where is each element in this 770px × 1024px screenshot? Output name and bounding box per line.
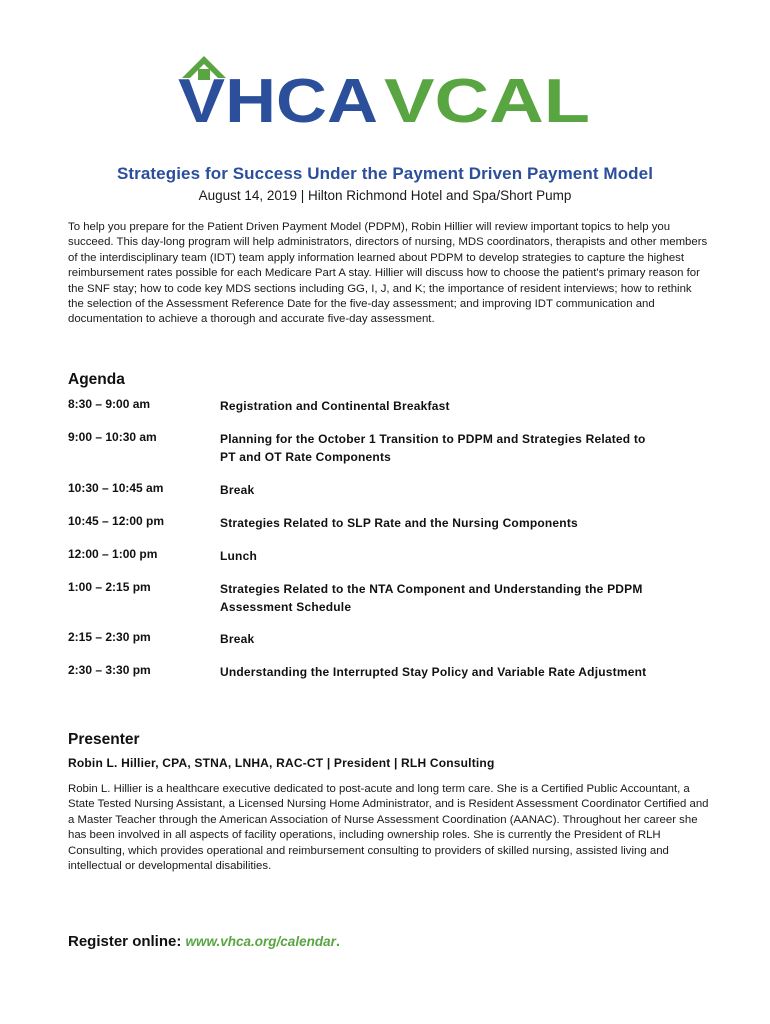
- logo-graphic: [178, 52, 590, 126]
- register-suffix: .: [335, 933, 341, 950]
- register-label: Register online:: [68, 933, 182, 950]
- agenda-time: 9:00 – 10:30 am: [68, 430, 157, 444]
- agenda-heading: Agenda: [68, 371, 125, 388]
- presenter-name: Robin L. Hillier, CPA, STNA, LNHA, RAC-CT | President | RLH Consulting: [68, 756, 495, 770]
- logo-text-vcal: VCAL: [384, 67, 590, 126]
- agenda-time: 10:30 – 10:45 am: [68, 481, 164, 495]
- agenda-time: 10:45 – 12:00 pm: [68, 514, 165, 528]
- agenda-title: Strategies Related to SLP Rate and the Nursing Components: [220, 516, 578, 530]
- vhca-vcal-logo: [178, 52, 590, 126]
- presenter-heading: Presenter: [68, 731, 140, 748]
- agenda-title: Break: [220, 483, 255, 497]
- agenda-time: 8:30 – 9:00 am: [68, 397, 151, 411]
- agenda-title: Understanding the Interrupted Stay Policy and Variable Rate Adjustment: [220, 665, 647, 679]
- agenda-time: 2:15 – 2:30 pm: [68, 630, 151, 644]
- agenda-time: 1:00 – 2:15 pm: [68, 580, 151, 594]
- register-line: [68, 933, 340, 950]
- intro-paragraph: To help you prepare for the Patient Driven Payment Model (PDPM), Robin Hillier will review important topics to help you succeed. This day-long program will help administrators, directors of nursing, MDS coordinators, therapists and other members of the interdisciplinary team (IDT) team apply information learned about PDPM to develop strategies to capture the highest reimbursement rates possible for each Medicare Part A stay. Hillier will discuss how to choose the patient's primary reason for the SNF stay; how to code key MDS sections including GG, I, J, and K; the importance of resident interviews; how to rethink the selection of the Assessment Reference Date for the five-day assessment; and improving IDT communication and documentation to achieve a thorough and accurate five-day assessment.: [68, 221, 708, 326]
- agenda-title: Break: [220, 632, 255, 646]
- logo-text-vhca: VHCA: [178, 67, 378, 126]
- agenda-title: Registration and Continental Breakfast: [220, 399, 450, 413]
- agenda-time: 2:30 – 3:30 pm: [68, 663, 151, 677]
- page-title: Strategies for Success Under the Payment Driven Payment Model: [116, 164, 654, 183]
- register-link[interactable]: www.vhca.org/calendar: [185, 934, 336, 949]
- presenter-bio: Robin L. Hillier is a healthcare executive dedicated to post-acute and long term care. She is a Certified Public Accountant, a State Tested Nursing Assistant, a Licensed Nursing Home Administrator, and is Resident Assessment Coordinator Certified and a Master Teacher through the American Association of Nurse Assessment Coordination (AANAC). Throughout her career she has been involved in all aspects of facility operations, including ownership roles. She is currently the President of RLH Consulting, which provides operational and reimbursement consulting to providers of skilled nursing, assisted living and intellectual or developmental disabilities.: [68, 783, 709, 873]
- agenda-title: Strategies Related to the NTA Component and Understanding the PDPM Assessment Schedule: [220, 582, 643, 614]
- agenda-title: Lunch: [220, 549, 257, 563]
- event-date-location: August 14, 2019 | Hilton Richmond Hotel and Spa/Short Pump: [198, 188, 572, 203]
- agenda-title: Planning for the October 1 Transition to PDPM and Strategies Related to PT and OT Rate Components: [220, 432, 646, 464]
- agenda-time: 12:00 – 1:00 pm: [68, 547, 158, 561]
